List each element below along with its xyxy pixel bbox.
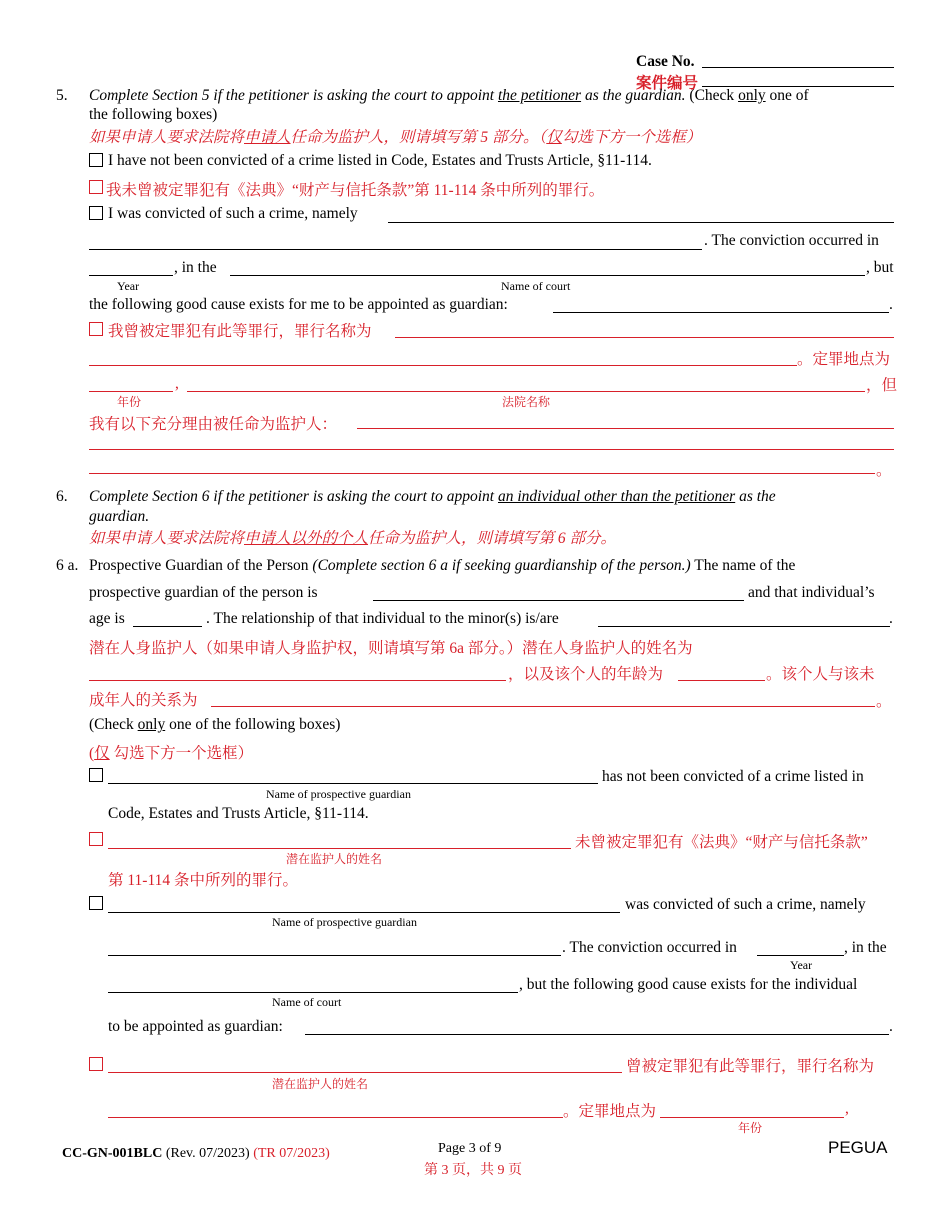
s6a-good-cause-text: , but the following good cause exists for the individual [519, 976, 858, 993]
form-id: CC-GN-001BLC (Rev. 07/2023) (TR 07/2023) [62, 1146, 330, 1161]
s5-good-cause-input-zh[interactable] [357, 428, 894, 429]
s5-year-caption: Year [117, 279, 140, 293]
s6a-not-convicted-cont-zh: 第 11-114 条中所列的罪行。 [108, 872, 299, 889]
s6a-opt2-name-caption-zh: 潜在监护人的姓名 [272, 1077, 369, 1091]
s5-convicted-checkbox[interactable] [89, 206, 103, 220]
s5-convicted-text-zh: 我曾被定罪犯有此等罪行，罪行名称为 [108, 323, 372, 340]
case-no-label: Case No. [636, 53, 695, 70]
s6a-end-zh: 。 [876, 693, 892, 710]
s5-but-text-zh: ，但 [866, 377, 898, 394]
s5-period: . [889, 296, 893, 313]
s5-in-the-text: , in the [174, 259, 217, 276]
s5-conviction-text-zh: 。定罪地点为 [797, 351, 891, 368]
s6a-crime-input-zh[interactable] [108, 1117, 563, 1118]
s6a-year-input-zh[interactable] [660, 1117, 844, 1118]
section-5-intro-line2: the following boxes) [89, 106, 218, 123]
s6a-relationship-text-zh-2: 成年人的关系为 [89, 692, 198, 709]
s5-crime-input-zh[interactable] [395, 337, 894, 338]
s6a-period-2: . [889, 1018, 893, 1035]
s6a-court-caption: Name of court [272, 995, 342, 1009]
s6a-opt1-name-caption: Name of prospective guardian [266, 787, 411, 801]
s6a-guardian-name-input[interactable] [373, 600, 744, 601]
s5-end-zh: 。 [876, 462, 892, 479]
s5-conviction-text: . The conviction occurred in [704, 232, 879, 249]
s6a-opt1-name-caption-zh: 潜在监护人的姓名 [286, 852, 383, 866]
s6a-age-text: age is [89, 610, 125, 627]
s5-but-text: , but [866, 259, 894, 276]
s6a-not-convicted-checkbox-zh[interactable] [89, 832, 103, 846]
s5-not-convicted-checkbox[interactable] [89, 153, 103, 167]
s6a-crime-input[interactable] [108, 955, 561, 956]
section-6-intro-zh: 如果申请人要求法院将申请人以外的个人任命为监护人，则请填写第 6 部分。 [89, 530, 617, 547]
s6a-convicted-text: was convicted of such a crime, namely [625, 896, 866, 913]
case-no-input[interactable] [702, 67, 894, 68]
language-code: PEGUA [828, 1138, 888, 1157]
s6a-relationship-input[interactable] [598, 626, 890, 627]
s5-not-convicted-text: I have not been convicted of a crime listed in Code, Estates and Trusts Article, §11-114. [108, 152, 652, 169]
s6a-comma-zh: , [845, 1100, 849, 1117]
s6a-court-input[interactable] [108, 992, 518, 993]
section-5-intro: Complete Section 5 if the petitioner is asking the court to appoint the petitioner as the guardian. (Check only one of [89, 87, 809, 104]
s6a-not-convicted-text: has not been convicted of a crime listed in [602, 768, 864, 785]
s5-good-cause-input-zh-2[interactable] [89, 449, 894, 450]
s5-not-convicted-checkbox-zh[interactable] [89, 180, 103, 194]
s5-year-caption-zh: 年份 [117, 395, 142, 409]
s6a-opt2-name-caption: Name of prospective guardian [272, 915, 417, 929]
s5-year-input-zh[interactable] [89, 391, 173, 392]
section-6a-title: Prospective Guardian of the Person (Complete section 6 a if seeking guardianship of the person.) The name of the [89, 557, 796, 574]
s6a-name-text: prospective guardian of the person is [89, 584, 318, 601]
case-no-label-zh: 案件编号 [636, 75, 699, 92]
s6a-year-caption: Year [790, 958, 813, 972]
s5-court-caption: Name of court [501, 279, 571, 293]
s6a-age-lead: and that individual’s [748, 584, 875, 601]
s6a-conviction-text-zh: 。定罪地点为 [563, 1103, 657, 1120]
s5-comma-zh: , [175, 375, 179, 392]
s6a-guardian-name-input-zh[interactable] [89, 680, 506, 681]
page-number: Page 3 of 9 [438, 1141, 502, 1156]
section-6a-number: 6 a. [56, 557, 79, 574]
s6a-age-input-zh[interactable] [678, 680, 765, 681]
s6a-good-cause-input[interactable] [305, 1034, 889, 1035]
s6a-opt1-name-input-zh[interactable] [108, 848, 571, 849]
s5-good-cause-text: the following good cause exists for me to be appointed as guardian: [89, 296, 508, 313]
s6a-not-convicted-checkbox[interactable] [89, 768, 103, 782]
s6a-relationship-input-zh[interactable] [211, 706, 875, 707]
section-6-intro-line2: guardian. [89, 508, 150, 525]
s5-not-convicted-text-zh: 我未曾被定罪犯有《法典》“财产与信托条款”第 11-114 条中所列的罪行。 [106, 182, 605, 199]
section-6-number: 6. [56, 488, 68, 505]
s6a-convicted-checkbox-zh[interactable] [89, 1057, 103, 1071]
s5-court-input-zh[interactable] [187, 391, 865, 392]
s6a-year-input[interactable] [757, 955, 844, 956]
s6a-opt2-name-input[interactable] [108, 912, 620, 913]
section-5-number: 5. [56, 87, 68, 104]
s5-crime-input[interactable] [388, 222, 894, 223]
s5-convicted-checkbox-zh[interactable] [89, 322, 103, 336]
s6a-relationship-text-zh: 。该个人与该未 [766, 666, 875, 683]
s6a-age-text-zh: ，以及该个人的年龄为 [508, 666, 664, 683]
s5-court-caption-zh: 法院名称 [502, 395, 551, 409]
s6a-title-zh: 潜在人身监护人（如果申请人身监护权，则请填写第 6a 部分。）潜在人身监护人的姓名为 [89, 640, 693, 657]
s6a-check-instructions-zh: (仅 勾选下方一个选框） [89, 745, 254, 762]
s6a-convicted-checkbox[interactable] [89, 896, 103, 910]
s6a-year-caption-zh: 年份 [738, 1121, 763, 1135]
s5-good-cause-input-zh-3[interactable] [89, 473, 875, 474]
s6a-conviction-text: . The conviction occurred in [562, 939, 737, 956]
section-5-intro-zh: 如果申请人要求法院将申请人任命为监护人，则请填写第 5 部分。（仅勾选下方一个选框） [89, 129, 702, 146]
s5-year-input[interactable] [89, 275, 173, 276]
s5-good-cause-text-zh: 我有以下充分理由被任命为监护人： [89, 416, 338, 433]
s6a-age-input[interactable] [133, 626, 202, 627]
s6a-period: . [889, 610, 893, 627]
s6a-convicted-text-zh: 曾被定罪犯有此等罪行，罪行名称为 [626, 1058, 875, 1075]
s5-convicted-text: I was convicted of such a crime, namely [108, 205, 358, 222]
s5-good-cause-input[interactable] [553, 312, 889, 313]
s5-crime-input-2[interactable] [89, 249, 702, 250]
s6a-opt2-name-input-zh[interactable] [108, 1072, 622, 1073]
s6a-in-the-text: , in the [844, 939, 887, 956]
s6a-opt1-name-input[interactable] [108, 783, 598, 784]
page-number-zh: 第 3 页，共 9 页 [424, 1163, 522, 1178]
s6a-appointed-text: to be appointed as guardian: [108, 1018, 283, 1035]
section-6-intro: Complete Section 6 if the petitioner is asking the court to appoint an individual other than the petitioner as the [89, 488, 776, 505]
s6a-not-convicted-cont: Code, Estates and Trusts Article, §11-114. [108, 805, 369, 822]
s5-court-input[interactable] [230, 275, 865, 276]
s5-crime-input-zh-2[interactable] [89, 365, 797, 366]
s6a-relationship-text: . The relationship of that individual to the minor(s) is/are [206, 610, 559, 627]
s6a-not-convicted-text-zh: 未曾被定罪犯有《法典》“财产与信托条款” [575, 834, 868, 851]
s6a-check-instructions: (Check only one of the following boxes) [89, 716, 341, 733]
